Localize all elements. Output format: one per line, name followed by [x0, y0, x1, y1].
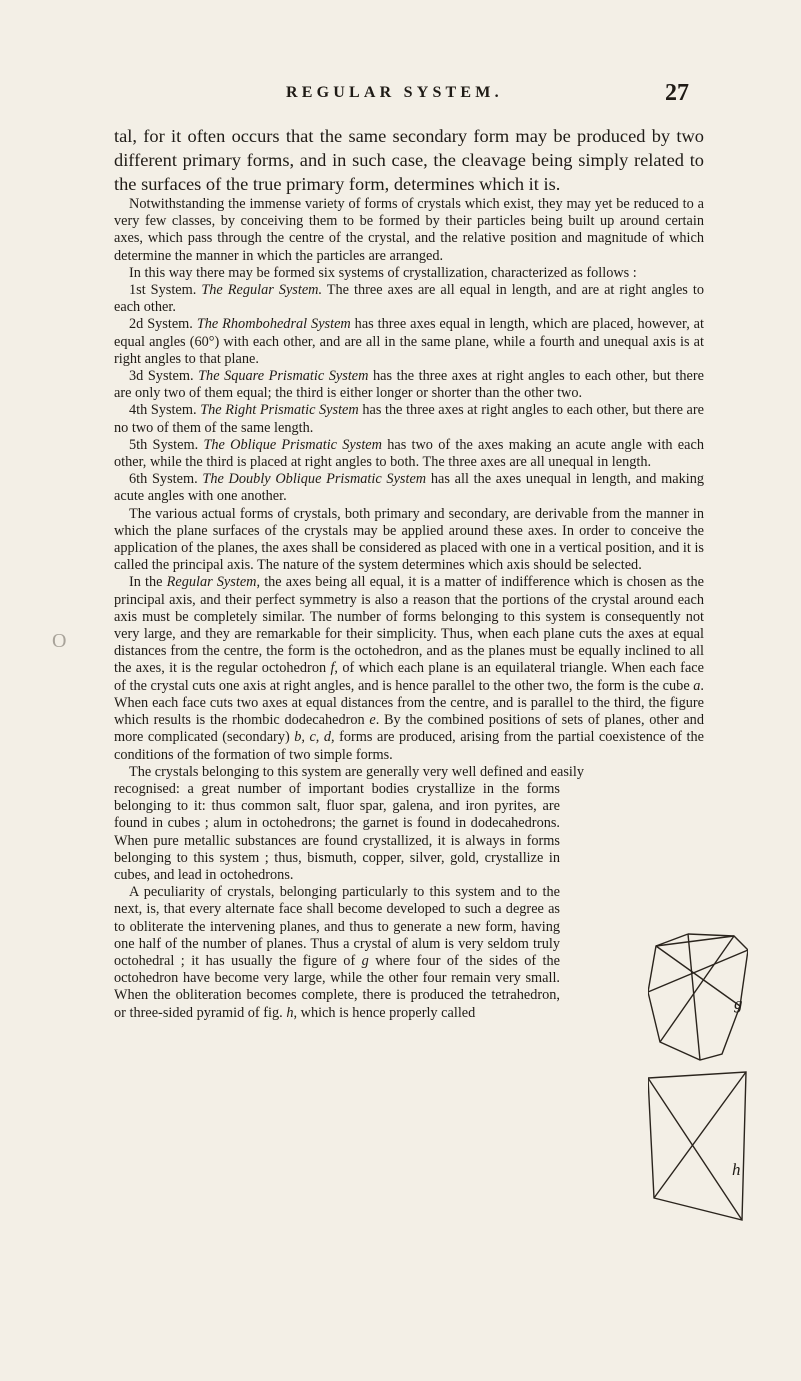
figure-g-label: g	[734, 994, 743, 1013]
running-header	[0, 80, 801, 114]
system-1-name: The Regular System.	[201, 282, 323, 299]
p4-c: , of which each plane is an equilateral triangle. When each face of the crystal cuts one axis at right angles, and is hence parallel to the other two, the form is the cube	[114, 660, 704, 694]
p6-a: A peculiarity of crystals, belonging particularly to this system and to the next, is, that every alternate face shall become developed to such a degree as to obliterate the intervening planes, and thus to generate a new form, having one half of the number of planes. Thus a crystal of alum is very seldom truly octohedral ; it has usually the figure of	[114, 884, 560, 969]
figure-h-label: h	[732, 1160, 741, 1179]
running-title: REGULAR SYSTEM.	[286, 84, 503, 101]
system-3-label: 3d System.	[129, 368, 194, 385]
system-5-name: The Oblique Prismatic System	[203, 436, 382, 453]
system-2	[114, 316, 704, 368]
system-2-name: The Rhombohedral System	[196, 316, 351, 333]
p4-name: Regular System	[166, 574, 257, 591]
p4-a: In the	[129, 574, 167, 591]
p6-g: g	[361, 952, 369, 969]
system-6-label: 6th System.	[129, 471, 198, 488]
system-5-label: 5th System.	[129, 436, 199, 453]
system-2-text: has three axes equal in length, which are placed, however, at equal angles (60°) with each other, and are all in the same plane, while a fourth and unequal axis is at right angles to that plane.	[114, 316, 704, 367]
system-5	[114, 437, 704, 471]
system-4	[114, 402, 704, 436]
system-1-label: 1st System.	[129, 282, 197, 299]
paragraph-regular-system	[114, 574, 704, 763]
p4-d: . When each face cuts two axes at equal distances from the centre, and is parallel to the third, the figure which results is the rhombic dodecahedron	[114, 677, 704, 729]
lead-paragraph: tal, for it often occurs that the same secondary form may be produced by two different primary forms, and in such case, the cleavage being simply related to the surfaces of the true primary form, determines which it is.	[114, 126, 704, 194]
system-1	[114, 282, 704, 316]
p4-a-letter: a	[693, 677, 701, 694]
system-1-text: The three axes are all equal in length, and are at right angles to each other.	[114, 282, 704, 316]
paragraph-actual-forms: The various actual forms of crystals, both primary and secondary, are derivable from the manner in which the plane surfaces of the crystals may be applied around these axes. In order to conceive the application of the planes, the axes shall be considered as placed with one in a vertical position, and it is called the principal axis. The nature of the system determines which axis should be selected.	[114, 505, 704, 574]
p4-e: e	[369, 712, 376, 729]
system-6-name: The Doubly Oblique Prismatic System	[202, 471, 427, 488]
p4-b: , the axes being all equal, it is a matter of indifference which is chosen as the principal axis, and their perfect symmetry is also a reason that the portions of the crystal around each axis must be completely similar. The number of forms belonging to this system is consequently not very large, and they are remarkable for their simplicity. Thus, when each plane cuts the axes at equal distances from the centre, the form is the octohedron, and as the planes must be equally inclined to all the axes, it is the regular octohedron	[114, 574, 704, 677]
system-6-text: has all the axes unequal in length, and making acute angles with one another.	[114, 471, 704, 505]
figure-h-tetrahedron-icon	[648, 1070, 748, 1225]
system-4-name: The Right Prismatic System	[200, 402, 359, 419]
paragraph-recognised-first: The crystals belonging to this system are generally very well defined and easily	[129, 763, 584, 780]
p4-bcd: b, c, d,	[294, 729, 335, 746]
margin-mark: O	[52, 630, 67, 652]
figures-column	[648, 926, 748, 1226]
system-4-text: has the three axes at right angles to each other, but there are no two of them of the same length.	[114, 402, 704, 436]
p4-f: f	[330, 660, 335, 677]
page-body	[114, 124, 704, 1022]
wrapped-text-column	[114, 781, 560, 1022]
system-2-label: 2d System.	[129, 316, 193, 333]
p4-g: . By the combined positions of sets of planes, other and more complicated (secondary)	[114, 712, 704, 746]
figure-g-octohedron-icon	[648, 926, 748, 1066]
page-number: 27	[665, 80, 689, 106]
p6-c: , which is hence properly called	[293, 1004, 476, 1021]
p6-b: where four of the sides of the octohedron have become very large, while the other four remain very small. When the obliteration becomes complete, there is produced the tetrahedron, or three-sided pyramid of fig.	[114, 952, 561, 1021]
paragraph-peculiarity	[114, 884, 560, 1022]
p6-h: h	[286, 1004, 294, 1021]
system-6	[114, 471, 704, 505]
system-3-text: has the three axes at right angles to each other, but there are only two of them equal; the third is either longer or shorter than the other two.	[114, 368, 705, 402]
system-3	[114, 368, 704, 402]
system-5-text: has two of the axes making an acute angle with each other, while the third is placed at right angles to both. The three axes are all unequal in length.	[114, 436, 704, 471]
p4-h: forms are produced, arising from the partial coexistence of the conditions of the formation of two simple forms.	[114, 729, 704, 763]
paragraph-variety: Notwithstanding the immense variety of forms of crystals which exist, they may yet be reduced to a very few classes, by conceiving them to be formed by their particles being built up around certain axes, which pass through the centre of the crystal, and the relative position and magnitude of which determine the manner in which the particles are arranged.	[114, 196, 704, 264]
system-4-label: 4th System.	[129, 402, 197, 419]
system-3-name: The Square Prismatic System	[198, 368, 369, 385]
paragraph-six-systems: In this way there may be formed six systems of crystallization, characterized as follows :	[129, 264, 637, 281]
paragraph-recognised: recognised: a great number of important bodies crystallize in the forms belonging to it: thus common salt, fluor spar, galena, and iron pyrites, are found in cubes ; alum in octohedrons; the garnet is found in dodecahedrons. When pure metallic substances are found crystallized, it is always in forms belonging to this system ; thus, bismuth, copper, silver, gold, crystallize in cubes, and lead in octohedrons.	[114, 780, 560, 883]
